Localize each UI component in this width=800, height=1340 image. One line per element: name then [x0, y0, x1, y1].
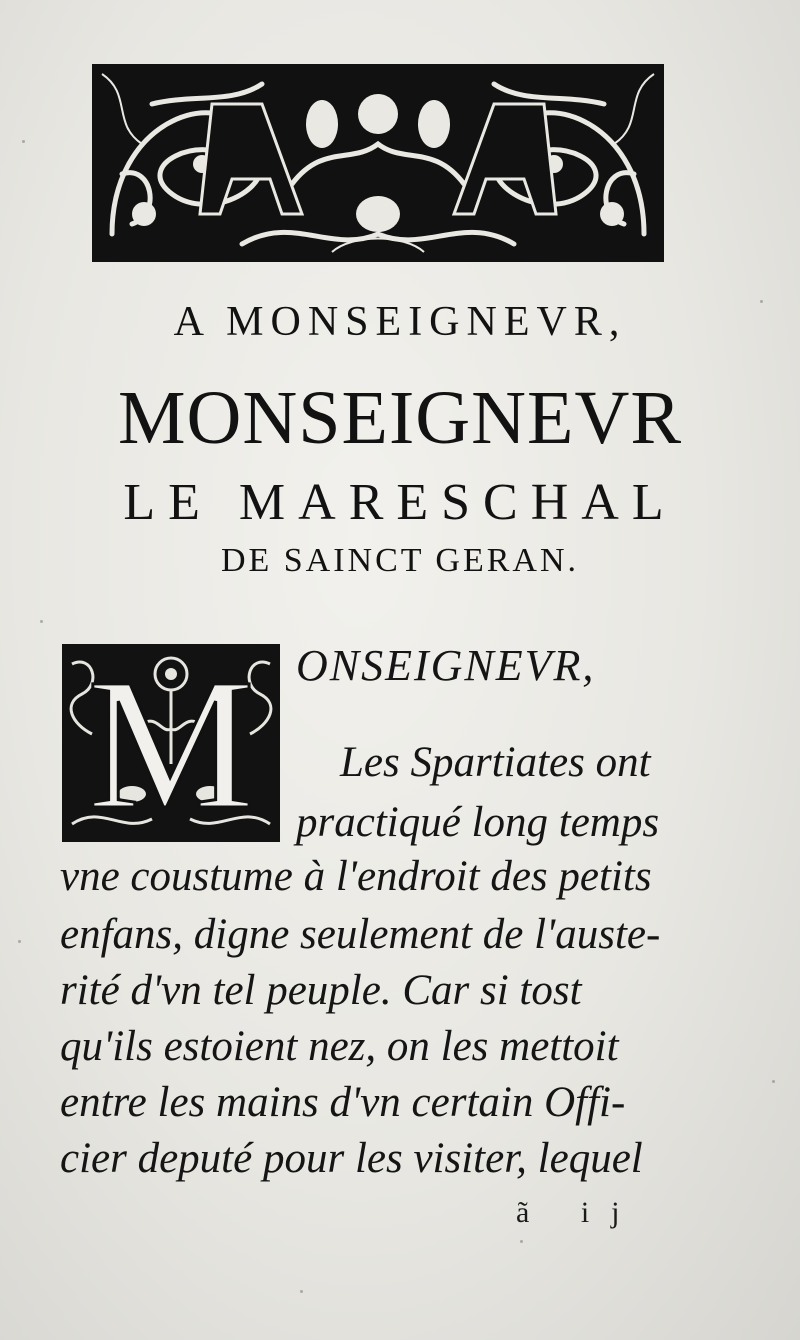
body-line: enfans, digne seulement de l'auste-: [60, 911, 661, 958]
paper-speck: [18, 940, 21, 943]
dedication-heading-line-2: MONSEIGNEVR: [117, 376, 683, 460]
decorated-initial: [62, 639, 280, 848]
paper-speck: [772, 1080, 775, 1083]
initial-letter: M: [87, 639, 255, 848]
body-line: practiqué long temps: [296, 799, 660, 846]
paper-speck: [22, 140, 25, 143]
body-line: qu'ils estoient nez, on les mettoit: [60, 1023, 619, 1070]
signature-mark: ã ij: [516, 1196, 642, 1229]
paper-speck: [520, 1240, 523, 1243]
paper-speck: [40, 620, 43, 623]
ornamental-headpiece-image: [92, 64, 664, 262]
body-line: cier deputé pour les visiter, lequel: [60, 1135, 643, 1182]
body-line: entre les mains d'vn certain Offi-: [60, 1079, 626, 1126]
salutation: ONSEIGNEVR,: [296, 641, 596, 690]
dedication-heading-line-4: DE SAINCT GERAN.: [220, 542, 580, 579]
body-line: vne coustume à l'endroit des petits: [60, 853, 652, 900]
paper-speck: [300, 1290, 303, 1293]
dedication-heading-line-3: LE MARESCHAL: [123, 474, 677, 531]
dedication-heading-line-1: A MONSEIGNEVR,: [173, 299, 627, 345]
body-line: rité d'vn tel peuple. Car si tost: [60, 967, 582, 1014]
body-line: Les Spartiates ont: [340, 739, 651, 786]
